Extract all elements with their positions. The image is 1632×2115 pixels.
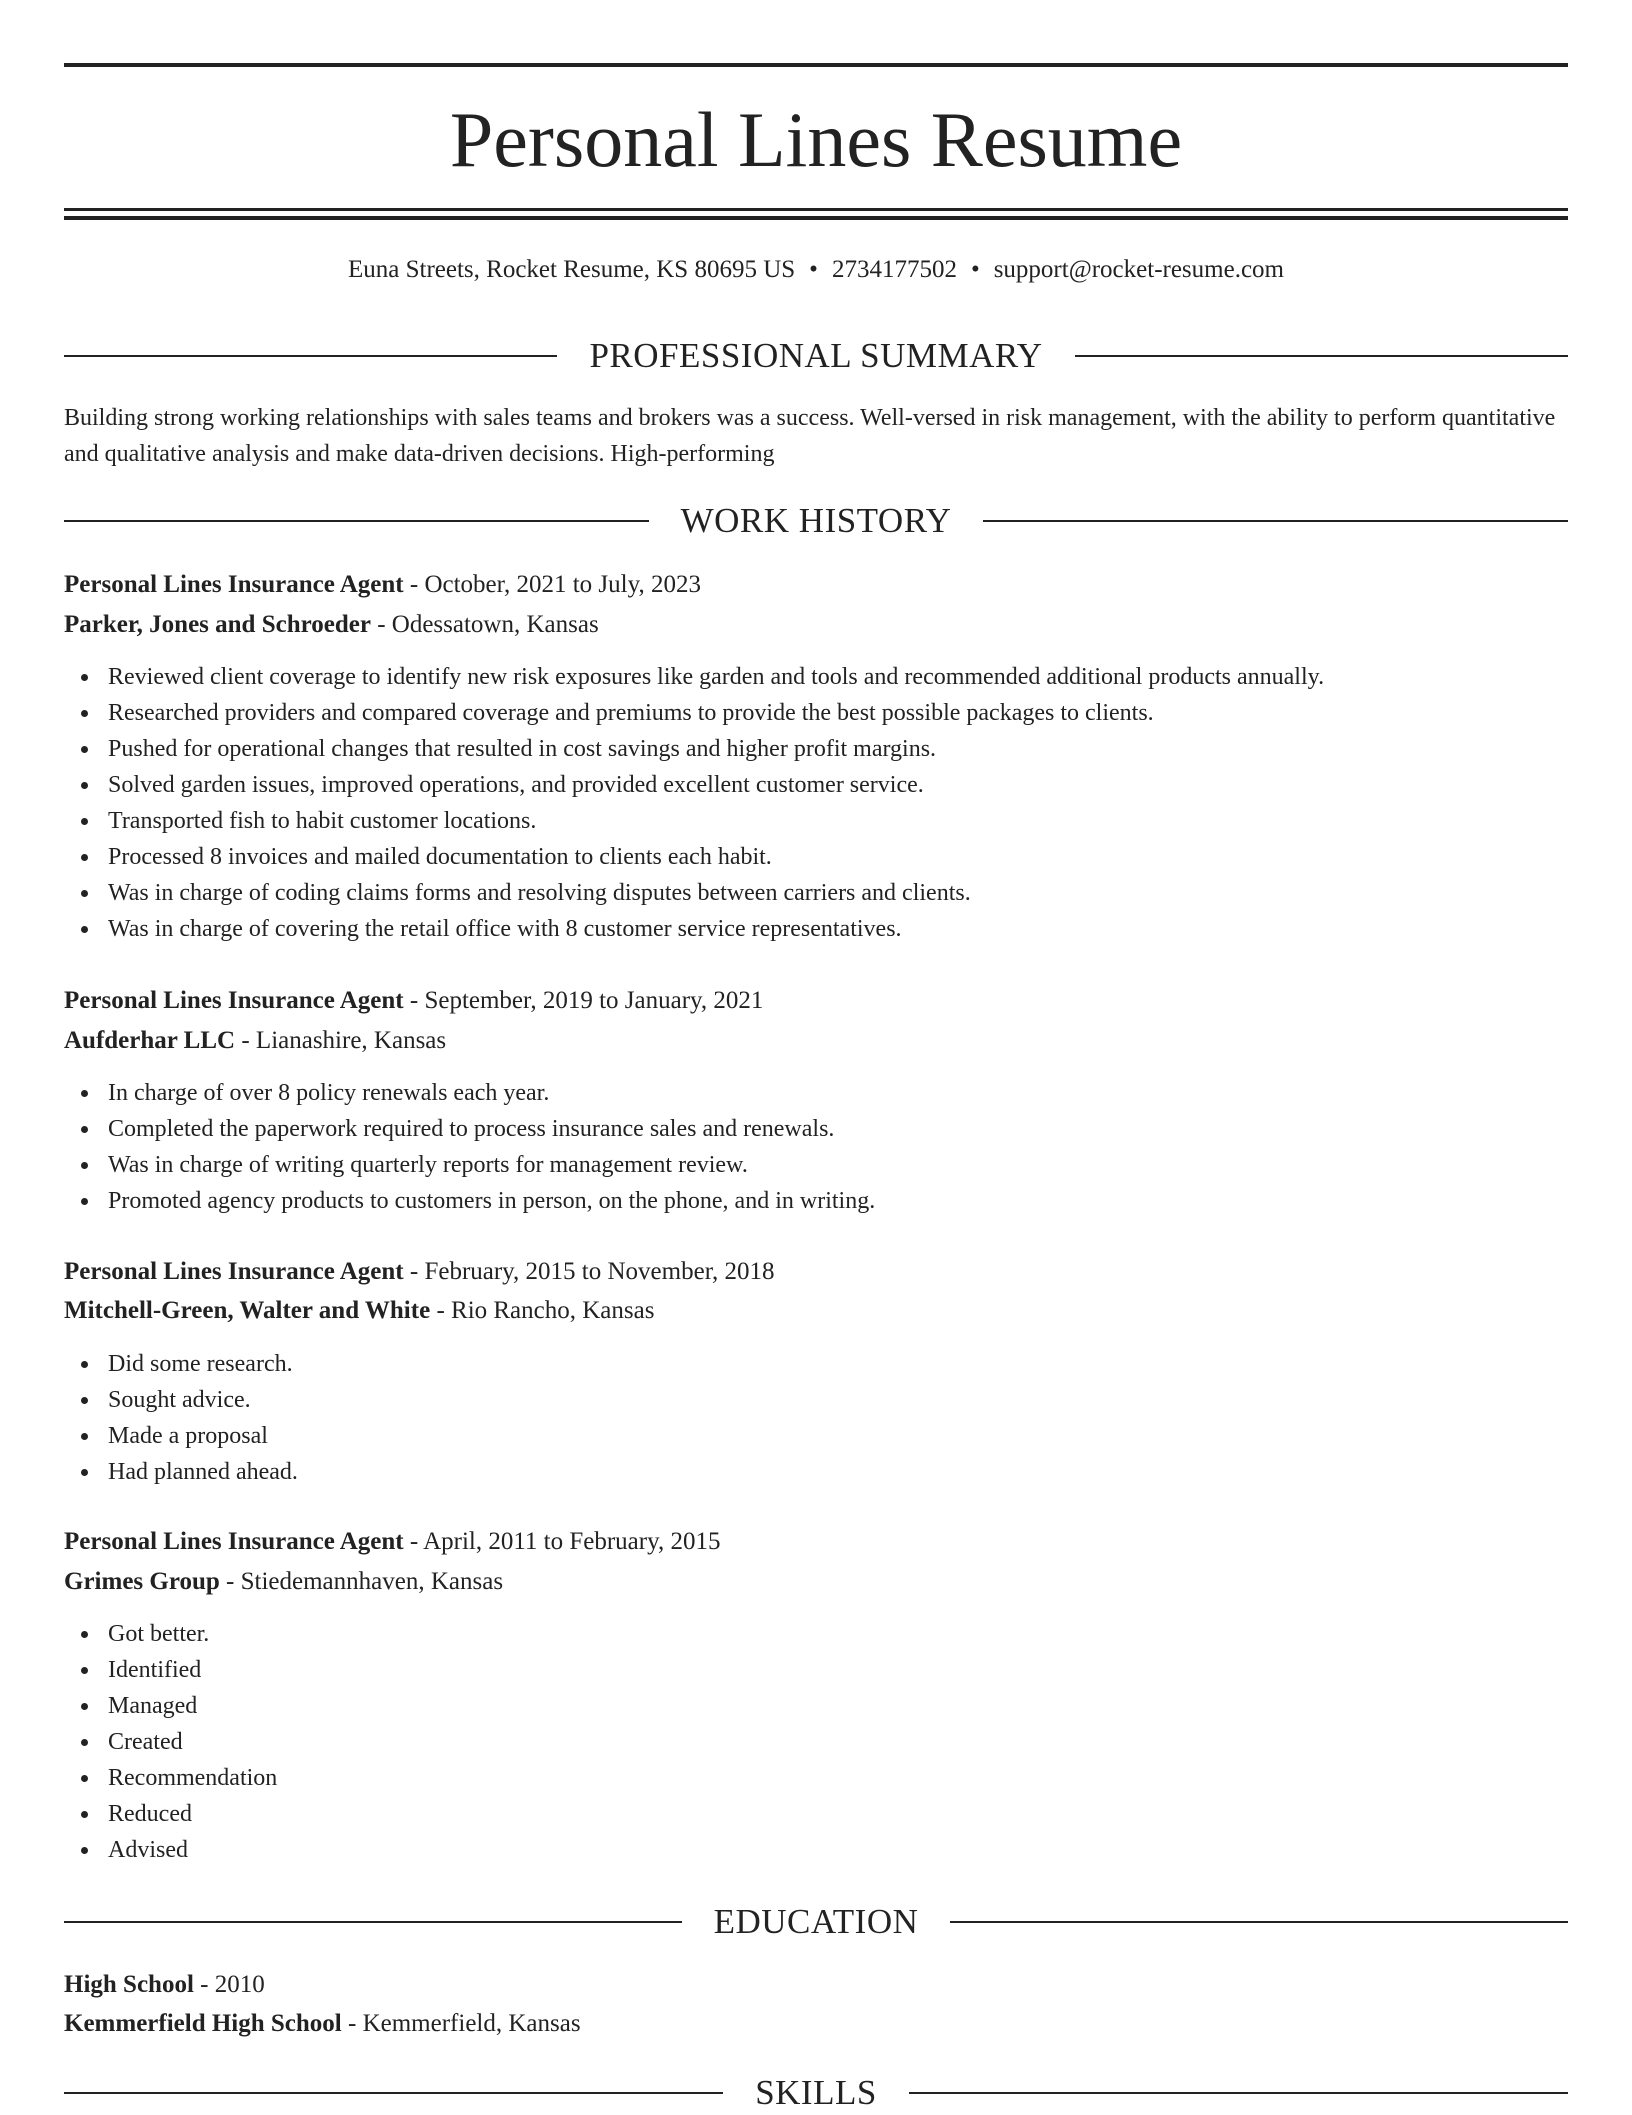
- contact-address: Euna Streets, Rocket Resume, KS 80695 US: [347, 256, 796, 283]
- job-title-line: [64, 1524, 1568, 1560]
- heading-rule: [983, 520, 1568, 522]
- list-item: Transported fish to habit customer locations.: [108, 803, 1612, 839]
- job-company: Grimes Group: [64, 1568, 220, 1595]
- list-item: In charge of over 8 policy renewals each year.: [108, 1075, 1612, 1111]
- title-rule-lower: [64, 216, 1568, 220]
- job-bullet-list: [64, 1346, 1612, 1490]
- contact-phone: 2734177502: [831, 256, 957, 283]
- list-item: Had planned ahead.: [108, 1454, 1612, 1490]
- job-title-line: [64, 1254, 1568, 1290]
- section-heading-education: [64, 1900, 1568, 1944]
- list-item: Was in charge of writing quarterly reports for management review.: [108, 1147, 1612, 1183]
- list-item: Promoted agency products to customers in person, on the phone, and in writing.: [108, 1183, 1612, 1219]
- job-title: Personal Lines Insurance Agent: [64, 1528, 404, 1555]
- job-location: Rio Rancho, Kansas: [451, 1297, 655, 1324]
- job-bullet-list: [64, 659, 1612, 947]
- section-heading-summary: [64, 334, 1568, 378]
- job-bullet-list: [64, 1075, 1612, 1219]
- list-item: Processed 8 invoices and mailed documentation to clients each habit.: [108, 839, 1612, 875]
- section-heading-work-history: [64, 499, 1568, 543]
- job-company-line: [64, 1293, 1568, 1329]
- list-item: Sought advice.: [108, 1382, 1612, 1418]
- summary-text: Building strong working relationships with sales teams and brokers was a success. Well-versed in risk management, with the ability to perform quantitative and qualitative analysis and make data-driven decisions. High-performing: [64, 405, 1556, 467]
- section-title: EDUCATION: [713, 1902, 919, 1941]
- heading-rule: [64, 520, 649, 522]
- dash: -: [341, 2010, 363, 2037]
- heading-rule: [1075, 355, 1568, 357]
- list-item: Created: [108, 1724, 1612, 1760]
- dash: -: [370, 611, 392, 638]
- job-title: Personal Lines Insurance Agent: [64, 571, 404, 598]
- section-title: PROFESSIONAL SUMMARY: [589, 336, 1043, 375]
- education-location: Kemmerfield, Kansas: [362, 2010, 581, 2037]
- job-company-line: [64, 607, 1568, 643]
- job-dates: April, 2011 to February, 2015: [423, 1528, 721, 1555]
- education-school: Kemmerfield High School: [64, 2010, 342, 2037]
- heading-rule: [64, 1921, 682, 1923]
- list-item: Reduced: [108, 1796, 1612, 1832]
- heading-rule: [950, 1921, 1568, 1923]
- dash: -: [219, 1568, 241, 1595]
- contact-separator: •: [970, 256, 980, 283]
- job-company-line: [64, 1023, 1568, 1059]
- list-item: Was in charge of covering the retail office with 8 customer service representatives.: [108, 911, 1612, 947]
- section-title: SKILLS: [755, 2073, 877, 2112]
- job-dates: September, 2019 to January, 2021: [424, 987, 764, 1014]
- list-item: Researched providers and compared coverage and premiums to provide the best possible packages to clients.: [108, 695, 1612, 731]
- education-degree: High School: [64, 1971, 194, 1998]
- contact-email: support@rocket-resume.com: [993, 256, 1284, 283]
- job-title: Personal Lines Insurance Agent: [64, 987, 404, 1014]
- list-item: Managed: [108, 1688, 1612, 1724]
- job-location: Odessatown, Kansas: [391, 611, 599, 638]
- education-school-line: [64, 2006, 1568, 2042]
- job-dates: October, 2021 to July, 2023: [424, 571, 701, 598]
- list-item: Did some research.: [108, 1346, 1612, 1382]
- list-item: Made a proposal: [108, 1418, 1612, 1454]
- job-location: Lianashire, Kansas: [255, 1027, 447, 1054]
- education-year: 2010: [214, 1971, 265, 1998]
- list-item: Advised: [108, 1832, 1612, 1868]
- list-item: Was in charge of coding claims forms and resolving disputes between carriers and clients.: [108, 875, 1612, 911]
- dash: -: [235, 1027, 256, 1054]
- title-rule-upper: [64, 208, 1568, 211]
- section-title: WORK HISTORY: [680, 501, 952, 540]
- top-rule: [64, 63, 1568, 67]
- education-degree-line: [64, 1967, 1568, 2003]
- list-item: Got better.: [108, 1616, 1612, 1652]
- job-company: Aufderhar LLC: [64, 1027, 236, 1054]
- job-company: Mitchell-Green, Walter and White: [64, 1297, 431, 1324]
- list-item: Identified: [108, 1652, 1612, 1688]
- job-bullet-list: [64, 1616, 1612, 1868]
- job-title: Personal Lines Insurance Agent: [64, 1258, 404, 1285]
- dash: -: [430, 1297, 452, 1324]
- list-item: Pushed for operational changes that resulted in cost savings and higher profit margins.: [108, 731, 1612, 767]
- list-item: Solved garden issues, improved operations, and provided excellent customer service.: [108, 767, 1612, 803]
- list-item: Completed the paperwork required to process insurance sales and renewals.: [108, 1111, 1612, 1147]
- job-dates: February, 2015 to November, 2018: [424, 1258, 775, 1285]
- heading-rule: [909, 2092, 1568, 2094]
- dash: -: [193, 1971, 215, 1998]
- job-company-line: [64, 1564, 1568, 1600]
- contact-separator: •: [809, 256, 818, 283]
- dash: -: [403, 1258, 425, 1285]
- dash: -: [403, 987, 425, 1014]
- heading-rule: [64, 355, 557, 357]
- resume-title: Personal Lines Resume: [449, 96, 1183, 183]
- job-title-line: [64, 567, 1568, 603]
- dash: -: [403, 1528, 424, 1555]
- job-location: Stiedemannhaven, Kansas: [240, 1568, 504, 1595]
- contact-line: [64, 252, 1568, 288]
- section-heading-skills: [64, 2071, 1568, 2115]
- job-title-line: [64, 983, 1568, 1019]
- list-item: Recommendation: [108, 1760, 1612, 1796]
- heading-rule: [64, 2092, 723, 2094]
- job-company: Parker, Jones and Schroeder: [64, 611, 371, 638]
- list-item: Reviewed client coverage to identify new risk exposures like garden and tools and recommended additional products annually.: [108, 659, 1612, 695]
- dash: -: [403, 571, 425, 598]
